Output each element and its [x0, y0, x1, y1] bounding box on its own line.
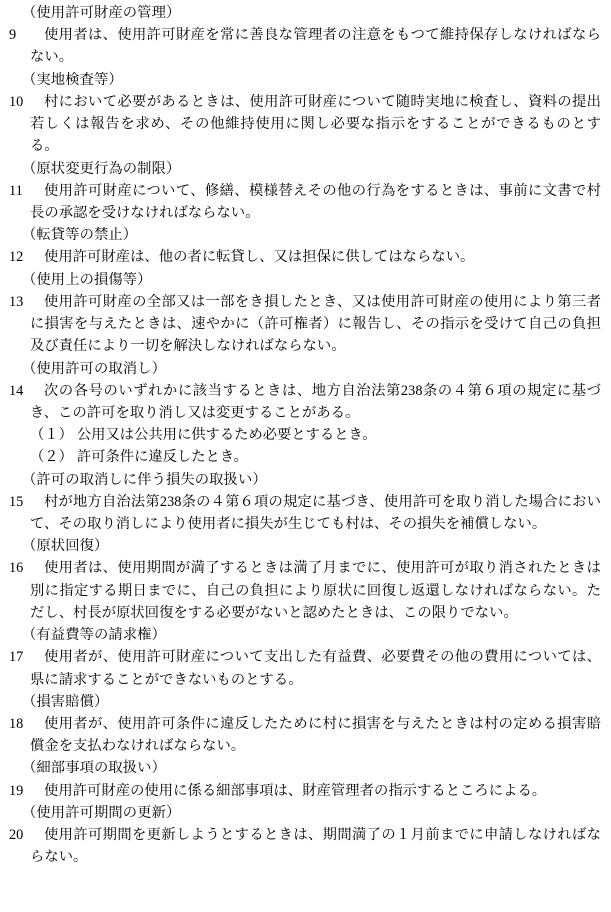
article-text: 使用許可財産の全部又は一部をき損したとき、又は使用許可財産の使用により第三者に損害を与えたときは、速やかに（許可権者）に報告し、その指示を受けて自己の負担及び責任により一切を解決しなければならない。: [30, 293, 601, 355]
article-text: 使用者は、使用許可財産を常に善良な管理者の注意をもつて維持保存しなければならない。: [30, 27, 601, 66]
article-text: 使用許可期間を更新しようとするときは、期間満了の１月前までに申請しなければならない。: [30, 827, 601, 866]
article-text: 使用許可財産について、修繕、模様替えその他の行為をするときは、事前に文書で村長の承認を受けなければならない。: [30, 182, 601, 221]
section-heading: （原状回復）: [22, 538, 109, 555]
article-text: 次の各号のいずれかに該当するときは、地方自治法第238条の４第６項の規定に基づき、この許可を取り消し又は変更することがある。: [30, 382, 601, 421]
document-body: [8, 2, 601, 869]
article-item: [8, 180, 601, 224]
list-item: [8, 424, 601, 446]
article-number: 16: [9, 560, 24, 577]
section-heading: （許可の取消しに伴う損失の取扱い）: [22, 471, 267, 488]
article-number: 12: [9, 249, 24, 266]
section-heading: （損害賠償）: [22, 693, 109, 710]
section-heading: （使用上の損傷等）: [22, 271, 152, 288]
article-number: 20: [9, 827, 24, 844]
article-text: 村が地方自治法第238条の４第６項の規定に基づき、使用許可を取り消した場合において、その取り消しにより使用者に損失が生じても村は、その損失を補償しない。: [30, 493, 601, 533]
list-item-number: （１）: [30, 427, 73, 444]
article-text: 使用者は、使用期間が満了するときは満了月までに、使用許可が取り消されたときは別に指定する期日までに、自己の負担により原状に回復し返還しなければならない。ただし、村長が原状回復をする必要がないと認めたときは、この限りでない。: [30, 560, 601, 621]
section-heading: （実地検査等）: [22, 71, 123, 88]
article-number: 9: [9, 27, 17, 44]
article-text: 村において必要があるときは、使用許可財産について随時実地に検査し、資料の提出若しくは報告を求め、その他維持使用に関し必要な指示をすることができるものとする。: [30, 93, 601, 155]
article-item: [8, 824, 601, 868]
list-item-text: 許可条件に違反したとき。: [76, 449, 248, 466]
section-heading: （使用許可の取消し）: [22, 360, 166, 377]
article-item: [8, 713, 601, 757]
article-item: [8, 380, 601, 424]
article-number: 17: [9, 649, 24, 666]
article-text: 使用許可財産は、他の者に転貸し、又は担保に供してはならない。: [44, 249, 475, 266]
list-item-text: 公用又は公共用に供するため必要とするとき。: [76, 427, 377, 444]
article-number: 15: [9, 493, 24, 510]
section-heading: （有益費等の請求権）: [22, 627, 166, 644]
article-number: 18: [9, 716, 24, 732]
article-item: [8, 491, 601, 535]
article-number: 11: [9, 182, 23, 199]
article-text: 使用許可財産の使用に係る細部事項は、財産管理者の指示するところによる。: [44, 782, 547, 799]
section-heading: （原状変更行為の制限）: [22, 160, 181, 177]
article-text: 使用者が、使用許可財産について支出した有益費、必要費その他の費用については、県に請求することができないものとする。: [30, 649, 601, 688]
article-text: 使用者が、使用許可条件に違反したために村に損害を与えたときは村の定める損害賠償金を支払わなければならない。: [30, 716, 601, 755]
list-item-number: （２）: [30, 449, 73, 466]
article-number: 10: [9, 93, 24, 110]
list-item: [8, 446, 601, 468]
article-number: 19: [9, 782, 24, 799]
article-number: 13: [9, 293, 24, 310]
section-heading: （使用許可財産の管理）: [22, 5, 181, 21]
article-item: [8, 24, 601, 68]
article-item: [8, 291, 601, 358]
article-item: [8, 91, 601, 158]
article-item: [8, 557, 601, 624]
section-heading: （転貸等の禁止）: [22, 227, 138, 244]
article-number: 14: [9, 382, 24, 399]
article-item: [8, 646, 601, 690]
section-heading: （使用許可期間の更新）: [22, 804, 181, 821]
section-heading: （細部事項の取扱い）: [22, 760, 166, 777]
article-item: [8, 780, 601, 802]
article-item: [8, 246, 601, 268]
